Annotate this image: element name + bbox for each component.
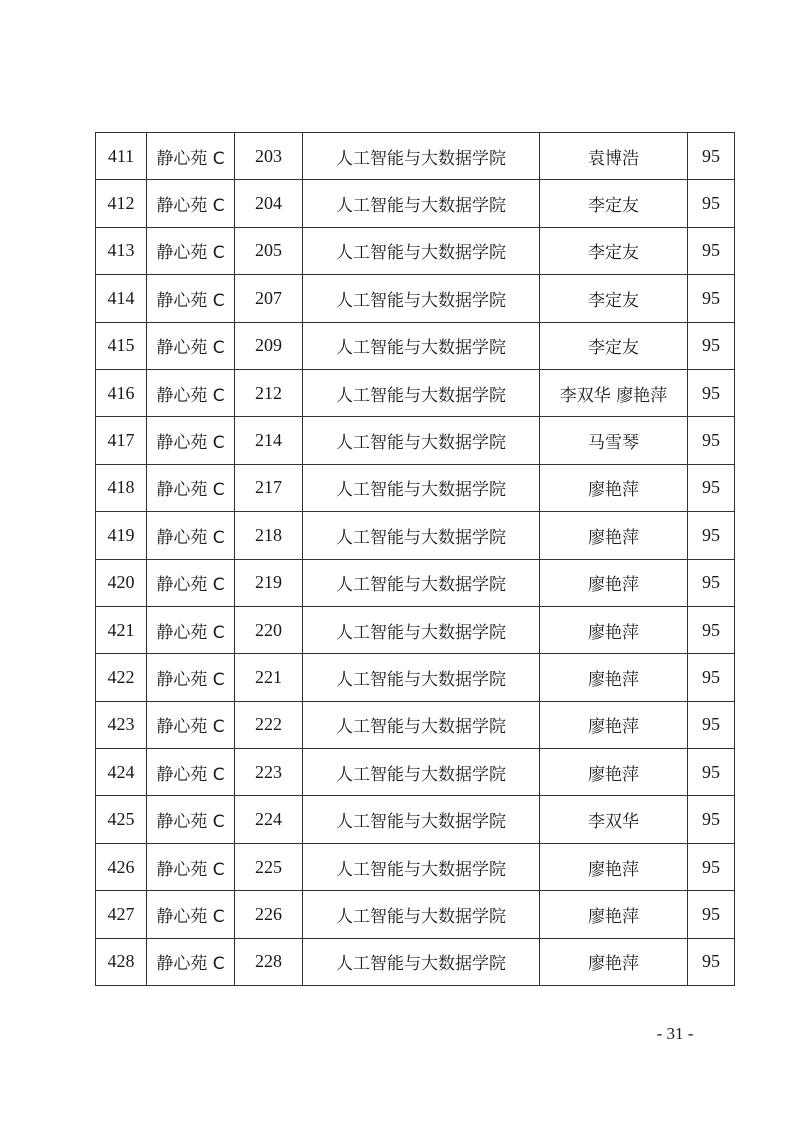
- table-row: [96, 512, 735, 559]
- cell-college: 人工智能与大数据学院: [303, 369, 540, 416]
- cell-score: 95: [688, 180, 735, 227]
- cell-number: 426: [96, 843, 147, 890]
- cell-score: 95: [688, 275, 735, 322]
- cell-building: 静心苑 C: [147, 938, 235, 985]
- cell-score: 95: [688, 417, 735, 464]
- cell-number: 422: [96, 654, 147, 701]
- cell-building: 静心苑 C: [147, 464, 235, 511]
- cell-building: 静心苑 C: [147, 227, 235, 274]
- cell-college: 人工智能与大数据学院: [303, 938, 540, 985]
- cell-score: 95: [688, 606, 735, 653]
- table-row: [96, 227, 735, 274]
- cell-person: 李双华 廖艳萍: [540, 369, 688, 416]
- cell-college: 人工智能与大数据学院: [303, 322, 540, 369]
- cell-building: 静心苑 C: [147, 843, 235, 890]
- cell-number: 427: [96, 891, 147, 938]
- cell-room: 214: [235, 417, 303, 464]
- cell-room: 219: [235, 559, 303, 606]
- cell-person: 廖艳萍: [540, 654, 688, 701]
- cell-score: 95: [688, 559, 735, 606]
- cell-person: 廖艳萍: [540, 938, 688, 985]
- table-row: [96, 464, 735, 511]
- cell-room: 209: [235, 322, 303, 369]
- cell-number: 428: [96, 938, 147, 985]
- cell-score: 95: [688, 369, 735, 416]
- cell-person: 廖艳萍: [540, 891, 688, 938]
- cell-room: 212: [235, 369, 303, 416]
- cell-score: 95: [688, 133, 735, 180]
- table-row: [96, 322, 735, 369]
- cell-college: 人工智能与大数据学院: [303, 227, 540, 274]
- cell-college: 人工智能与大数据学院: [303, 275, 540, 322]
- cell-number: 414: [96, 275, 147, 322]
- cell-building: 静心苑 C: [147, 369, 235, 416]
- cell-person: 马雪琴: [540, 417, 688, 464]
- table-row: [96, 843, 735, 890]
- cell-room: 223: [235, 749, 303, 796]
- cell-building: 静心苑 C: [147, 606, 235, 653]
- table-row: [96, 796, 735, 843]
- cell-building: 静心苑 C: [147, 417, 235, 464]
- cell-room: 228: [235, 938, 303, 985]
- cell-college: 人工智能与大数据学院: [303, 749, 540, 796]
- table-row: [96, 559, 735, 606]
- cell-number: 415: [96, 322, 147, 369]
- cell-building: 静心苑 C: [147, 701, 235, 748]
- cell-number: 411: [96, 133, 147, 180]
- cell-score: 95: [688, 464, 735, 511]
- cell-college: 人工智能与大数据学院: [303, 701, 540, 748]
- cell-room: 224: [235, 796, 303, 843]
- cell-college: 人工智能与大数据学院: [303, 180, 540, 227]
- cell-number: 412: [96, 180, 147, 227]
- table-row: [96, 369, 735, 416]
- cell-building: 静心苑 C: [147, 796, 235, 843]
- dormitory-score-table-container: [95, 132, 734, 986]
- cell-number: 420: [96, 559, 147, 606]
- cell-number: 424: [96, 749, 147, 796]
- cell-person: 李定友: [540, 227, 688, 274]
- cell-college: 人工智能与大数据学院: [303, 559, 540, 606]
- cell-number: 417: [96, 417, 147, 464]
- cell-number: 418: [96, 464, 147, 511]
- cell-room: 221: [235, 654, 303, 701]
- cell-number: 421: [96, 606, 147, 653]
- cell-room: 204: [235, 180, 303, 227]
- cell-number: 425: [96, 796, 147, 843]
- cell-building: 静心苑 C: [147, 559, 235, 606]
- cell-college: 人工智能与大数据学院: [303, 417, 540, 464]
- cell-building: 静心苑 C: [147, 749, 235, 796]
- cell-person: 袁博浩: [540, 133, 688, 180]
- cell-room: 222: [235, 701, 303, 748]
- cell-score: 95: [688, 512, 735, 559]
- cell-room: 220: [235, 606, 303, 653]
- cell-room: 225: [235, 843, 303, 890]
- table-row: [96, 606, 735, 653]
- cell-room: 218: [235, 512, 303, 559]
- cell-score: 95: [688, 322, 735, 369]
- cell-person: 李定友: [540, 322, 688, 369]
- cell-person: 廖艳萍: [540, 701, 688, 748]
- cell-number: 419: [96, 512, 147, 559]
- cell-score: 95: [688, 938, 735, 985]
- cell-building: 静心苑 C: [147, 275, 235, 322]
- cell-building: 静心苑 C: [147, 133, 235, 180]
- cell-score: 95: [688, 701, 735, 748]
- cell-person: 廖艳萍: [540, 606, 688, 653]
- cell-score: 95: [688, 654, 735, 701]
- table-row: [96, 275, 735, 322]
- cell-college: 人工智能与大数据学院: [303, 133, 540, 180]
- table-row: [96, 749, 735, 796]
- cell-score: 95: [688, 843, 735, 890]
- table-row: [96, 938, 735, 985]
- cell-score: 95: [688, 749, 735, 796]
- cell-room: 217: [235, 464, 303, 511]
- cell-number: 423: [96, 701, 147, 748]
- cell-person: 廖艳萍: [540, 464, 688, 511]
- cell-college: 人工智能与大数据学院: [303, 464, 540, 511]
- cell-person: 廖艳萍: [540, 512, 688, 559]
- cell-score: 95: [688, 796, 735, 843]
- cell-person: 李双华: [540, 796, 688, 843]
- cell-person: 廖艳萍: [540, 559, 688, 606]
- cell-room: 205: [235, 227, 303, 274]
- page-number: - 31 -: [656, 1024, 694, 1043]
- table-row: [96, 417, 735, 464]
- cell-person: 李定友: [540, 275, 688, 322]
- table-row: [96, 701, 735, 748]
- cell-college: 人工智能与大数据学院: [303, 512, 540, 559]
- table-body: [96, 133, 735, 986]
- cell-room: 226: [235, 891, 303, 938]
- cell-college: 人工智能与大数据学院: [303, 654, 540, 701]
- cell-score: 95: [688, 891, 735, 938]
- cell-number: 416: [96, 369, 147, 416]
- cell-score: 95: [688, 227, 735, 274]
- cell-college: 人工智能与大数据学院: [303, 796, 540, 843]
- cell-room: 207: [235, 275, 303, 322]
- cell-building: 静心苑 C: [147, 180, 235, 227]
- table-row: [96, 654, 735, 701]
- cell-college: 人工智能与大数据学院: [303, 891, 540, 938]
- dormitory-score-table: [95, 132, 735, 986]
- cell-college: 人工智能与大数据学院: [303, 843, 540, 890]
- cell-room: 203: [235, 133, 303, 180]
- cell-building: 静心苑 C: [147, 891, 235, 938]
- cell-building: 静心苑 C: [147, 512, 235, 559]
- cell-person: 廖艳萍: [540, 749, 688, 796]
- cell-building: 静心苑 C: [147, 654, 235, 701]
- table-row: [96, 133, 735, 180]
- cell-person: 廖艳萍: [540, 843, 688, 890]
- cell-person: 李定友: [540, 180, 688, 227]
- cell-building: 静心苑 C: [147, 322, 235, 369]
- table-row: [96, 180, 735, 227]
- cell-number: 413: [96, 227, 147, 274]
- table-row: [96, 891, 735, 938]
- cell-college: 人工智能与大数据学院: [303, 606, 540, 653]
